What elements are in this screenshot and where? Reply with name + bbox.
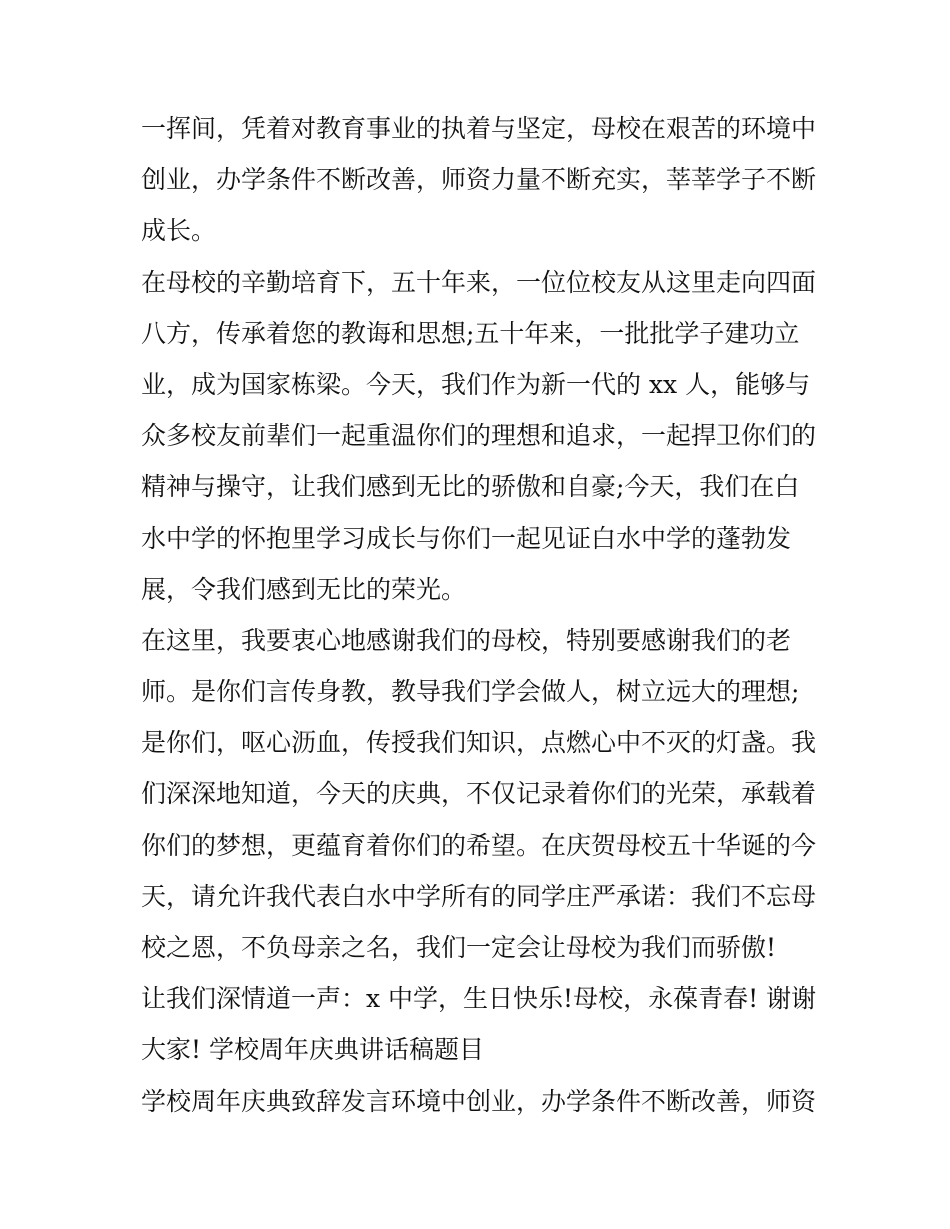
text-line: 业，成为国家栋梁。今天，我们作为新一代的 xx 人，能够与 — [141, 369, 811, 399]
text-line: 是你们，呕心沥血，传授我们知识，点燃心中不灭的灯盏。我 — [141, 728, 817, 758]
text-line: 精神与操守，让我们感到无比的骄傲和自豪;今天，我们在白 — [141, 472, 800, 502]
document-body — [141, 103, 821, 1127]
text-line: 一挥间，凭着对教育事业的执着与坚定，母校在艰苦的环境中 — [141, 114, 817, 143]
text-line: 水中学的怀抱里学习成长与你们一起见证白水中学的蓬勃发 — [141, 523, 792, 553]
text-line: 众多校友前辈们一起重温你们的理想和追求，一起捍卫你们的 — [141, 421, 817, 451]
text-line: 天，请允许我代表白水中学所有的同学庄严承诺：我们不忘母 — [141, 881, 817, 911]
text-line: 大家! 学校周年庆典讲话稿题目 — [141, 1035, 484, 1065]
text-line: 创业，办学条件不断改善，师资力量不断充实，莘莘学子不断 — [141, 165, 817, 195]
text-line: 你们的梦想，更蕴育着你们的希望。在庆贺母校五十华诞的今 — [141, 830, 817, 860]
text-line: 们深深地知道，今天的庆典，不仅记录着你们的光荣，承载着 — [141, 779, 817, 809]
text-line: 在母校的辛勤培育下，五十年来，一位位校友从这里走向四面 — [141, 267, 817, 297]
text-line: 学校周年庆典致辞发言环境中创业，办学条件不断改善，师资 — [141, 1086, 817, 1116]
text-line: 师。是你们言传身教，教导我们学会做人，树立远大的理想; — [141, 677, 800, 707]
text-line: 展，令我们感到无比的荣光。 — [141, 574, 467, 604]
text-line: 八方，传承着您的教诲和思想;五十年来，一批批学子建功立 — [141, 318, 800, 348]
text-line: 成长。 — [141, 216, 217, 246]
text-line: 在这里，我要衷心地感谢我们的母校，特别要感谢我们的老 — [141, 625, 792, 655]
text-line: 让我们深情道一声：x 中学，生日快乐!母校，永葆青春! 谢谢 — [141, 984, 817, 1014]
text-line: 校之恩，不负母亲之名，我们一定会让母校为我们而骄傲! — [141, 933, 777, 962]
